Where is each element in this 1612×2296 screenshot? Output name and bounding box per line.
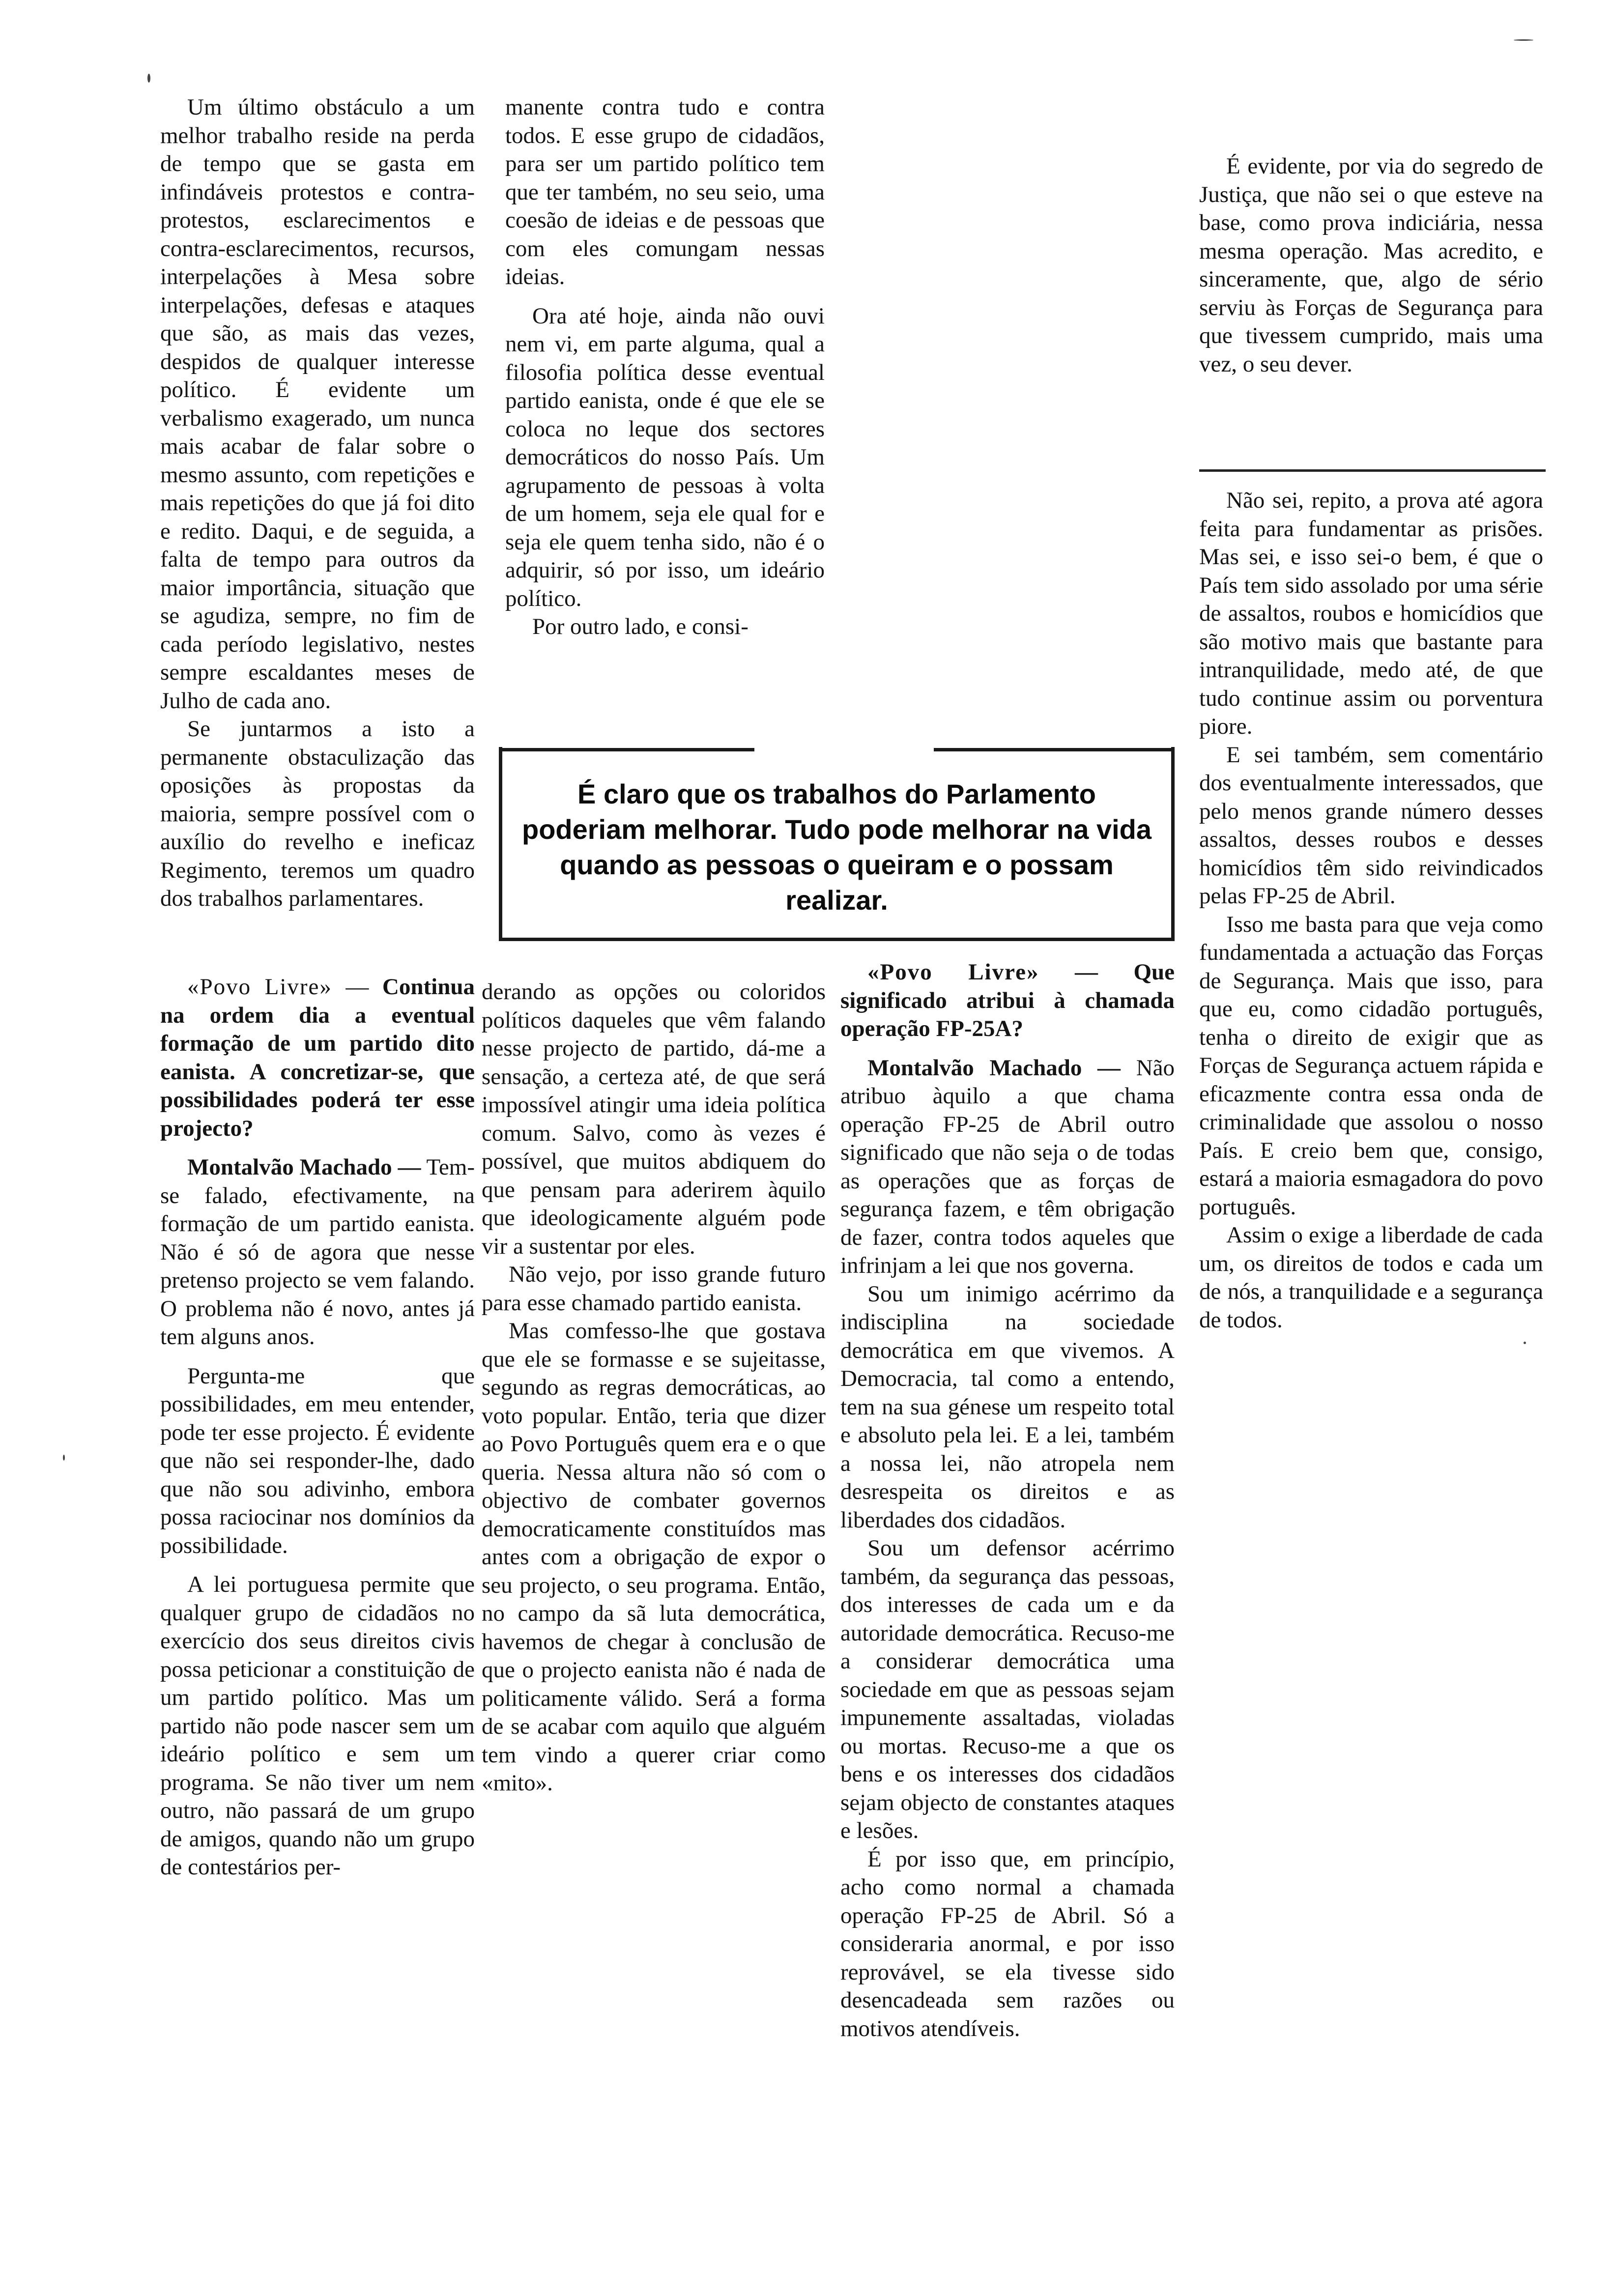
col4-paragraph-5: Assim o exige a liberdade de cada um, os direitos de todos e cada um de nós, a tranquilidade e a segurança de todos. — [1199, 1222, 1543, 1333]
col3-paragraph-1: Sou um inimigo acérrimo da indisciplina na sociedade democrática em que vivemos. A Democracia, tal como a entendo, tem na sua génese um respeito total e absoluto pela lei. E a lei, também a nossa lei, não atropela nem desrespeita os direitos e as liberdades dos cidadãos. — [840, 1281, 1175, 1533]
scan-speck — [1514, 39, 1533, 41]
column-2-top — [505, 93, 825, 641]
column-2-bottom — [482, 978, 826, 1798]
col2-paragraph-5: Não vejo, por isso grande futuro para esse chamado partido eanista. — [482, 1262, 826, 1316]
col1-paragraph-3: Pergunta-me que possibilidades, em meu entender, pode ter esse projecto. É evidente que não sei responder-lhe, dado que não sou adivinho, embora possa raciocinar nos domínios da possibilidade. — [160, 1363, 475, 1558]
col2-paragraph-2: Ora até hoje, ainda não ouvi nem vi, em parte alguma, qual a filosofia política desse eventual partido eanista, onde é que ele se coloca no leque dos sectores democráticos do nosso País. Um agrupamento de pessoas à volta de um homem, seja ele qual for e seja ele quem tenha sido, não é o adquirir, só por isso, um ideário político. — [505, 303, 825, 611]
col1-question — [160, 973, 475, 1143]
column-4-bottom — [1199, 487, 1543, 1334]
col3-question — [840, 958, 1175, 1043]
col2-paragraph-3: Por outro lado, e consi- — [532, 614, 748, 639]
column-4-top — [1199, 152, 1543, 378]
pull-quote-text: É claro que os trabalhos do Parlamento poderiam melhorar. Tudo pode melhorar na vida quando as pessoas o queiram e o possam realizar. — [522, 778, 1151, 916]
question-text-fp25: Que significado atribui à chamada operação FP-25A? — [840, 959, 1175, 1041]
pull-quote-box — [499, 747, 1175, 941]
answer-text-partido-eanista: Tem-se falado, efectivamente, na formação de um partido eanista. Não é só de agora que nesse pretenso projecto se vem falando. O problema não é novo, antes já tem alguns anos. — [160, 1154, 475, 1349]
column-1-interview — [160, 973, 475, 1882]
col4-paragraph-2: Não sei, repito, a prova até agora feita para fundamentar as prisões. Mas sei, e isso sei-o bem, é que o País tem sido assolado por uma série de assaltos, roubos e homicídios que são motivo mais que bastante para intranquilidade, medo até, de que tudo continue assim ou porventura piore. — [1199, 488, 1543, 739]
question-label-povo-livre-2: «Povo Livre» — — [867, 959, 1099, 985]
answer-label-montalvao-machado: Montalvão Machado — — [187, 1154, 421, 1180]
column-1-top — [160, 93, 475, 913]
col1-paragraph-4: A lei portuguesa permite que qualquer grupo de cidadãos no exercício dos seus direitos civis possa peticionar a constituição de um partido político. Mas um partido não pode nascer sem um ideário político e sem um programa. Se não tiver um nem outro, não passará de um grupo de amigos, quando não um grupo de contestários per- — [160, 1572, 475, 1880]
scan-speck — [147, 74, 150, 83]
col2-paragraph-4: derando as opções ou coloridos políticos daqueles que vêm falando nesse projecto de partido, dá-me a sensação, a certeza até, de que será impossível atingir uma ideia política comum. Salvo, como às vezes é possível, que muitos abdiquem do que pensam para aderirem àquilo que ideologicamente alguém pode vir a sustentar por eles. — [482, 979, 826, 1259]
col2-paragraph-1: manente contra tudo e contra todos. E esse grupo de cidadãos, para ser um partido político tem que ter também, no seu seio, uma coesão de ideias e de pessoas que com eles comungam nessas ideias. — [505, 94, 825, 289]
col1-paragraph-2: Se juntarmos a isto a permanente obstaculização das oposições às propostas da maioria, sempre possível com o auxílio do revelho e ineficaz Regimento, teremos um quadro dos trabalhos parlamentares. — [160, 716, 475, 911]
col3-paragraph-3: É por isso que, em princípio, acho como normal a chamada operação FP-25 de Abril. Só a consideraria anormal, e por isso reprovável, se ela tivesse sido desencadeada sem razões ou motivos atendíveis. — [840, 1846, 1175, 2041]
col4-paragraph-3: E sei também, sem comentário dos eventualmente interessados, que pelo menos grande número desses assaltos, desses roubos e desses homicídios têm sido reivindicados pelas FP-25 de Abril. — [1199, 742, 1543, 909]
col1-answer — [160, 1153, 475, 1351]
answer-text-fp25: Não atribuo àquilo a que chama operação FP-25 de Abril outro significado que não seja o de todas as operações que as forças de segurança fazem, e têm obrigação de fazer, contra todos aqueles que infrinjam a lei que nos governa. — [840, 1055, 1175, 1278]
scan-speck — [1524, 1342, 1526, 1344]
col4-paragraph-1: É evidente, por via do segredo de Justiça, que não sei o que esteve na base, como prova indiciária, nessa mesma operação. Mas acredito, e sinceramente, que, algo de sério serviu às Forças de Segurança para que tivessem cumprido, mais uma vez, o seu dever. — [1199, 153, 1543, 377]
col2-paragraph-6: Mas comfesso-lhe que gostava que ele se formasse e se sujeitasse, segundo as regras democráticas, ao voto popular. Então, teria que dizer ao Povo Português quem era e o que queria. Nessa altura não só com o objectivo de combater governos democraticamente constituídos mas antes com a obrigação de expor o seu projecto, o seu programa. Então, no campo da sã luta democrática, havemos de chegar à conclusão de que o projecto eanista não é nada de politicamente válido. Será a forma de se acabar com aquilo que alguém tem vindo a querer criar como «mito». — [482, 1318, 826, 1796]
column-3-interview — [840, 958, 1175, 2043]
col4-paragraph-4: Isso me basta para que veja como fundamentada a actuação das Forças de Segurança. Mais que isso, para que eu, como cidadão português, tenha o direito de exigir que as Forças de Segurança actuem rápida e eficazmente contra essa onda de criminalidade que assolou o nosso País. E creio bem que, consigo, estará a maioria esmagadora do povo português. — [1199, 911, 1543, 1220]
col3-answer — [840, 1054, 1175, 1280]
question-text-partido-eanista: Continua na ordem dia a eventual formação de um partido dito eanista. A concretizar-se, que possibilidades poderá ter esse projecto? — [160, 974, 475, 1141]
column-4-divider — [1199, 469, 1546, 472]
scan-speck — [63, 1455, 65, 1461]
col1-paragraph-1: Um último obstáculo a um melhor trabalho reside na perda de tempo que se gasta em infindáveis protestos e contra-protestos, esclarecimentos e contra-esclarecimentos, recursos, interpelações à Mesa sobre interpelações, defesas e ataques que são, as mais das vezes, despidos de qualquer interesse político. É evidente um verbalismo exagerado, um nunca mais acabar de falar sobre o mesmo assunto, com repetições e mais repetições do que já foi dito e redito. Daqui, e de seguida, a falta de tempo para outros da maior importância, situação que se agudiza, sempre, no fim de cada período legislativo, nestes sempre escaldantes meses de Julho de cada ano. — [160, 94, 475, 714]
col3-paragraph-2: Sou um defensor acérrimo também, da segurança das pessoas, dos interesses de cada um e da autoridade democrática. Recuso-me a considerar democrática uma sociedade em que as pessoas sejam impunemente assaltadas, violadas ou mortas. Recuso-me a que os bens e os interesses dos cidadãos sejam objecto de constantes ataques e lesões. — [840, 1535, 1175, 1843]
question-label-povo-livre: «Povo Livre» — — [187, 974, 370, 1000]
answer-label-montalvao-machado-2: Montalvão Machado — — [867, 1055, 1121, 1081]
